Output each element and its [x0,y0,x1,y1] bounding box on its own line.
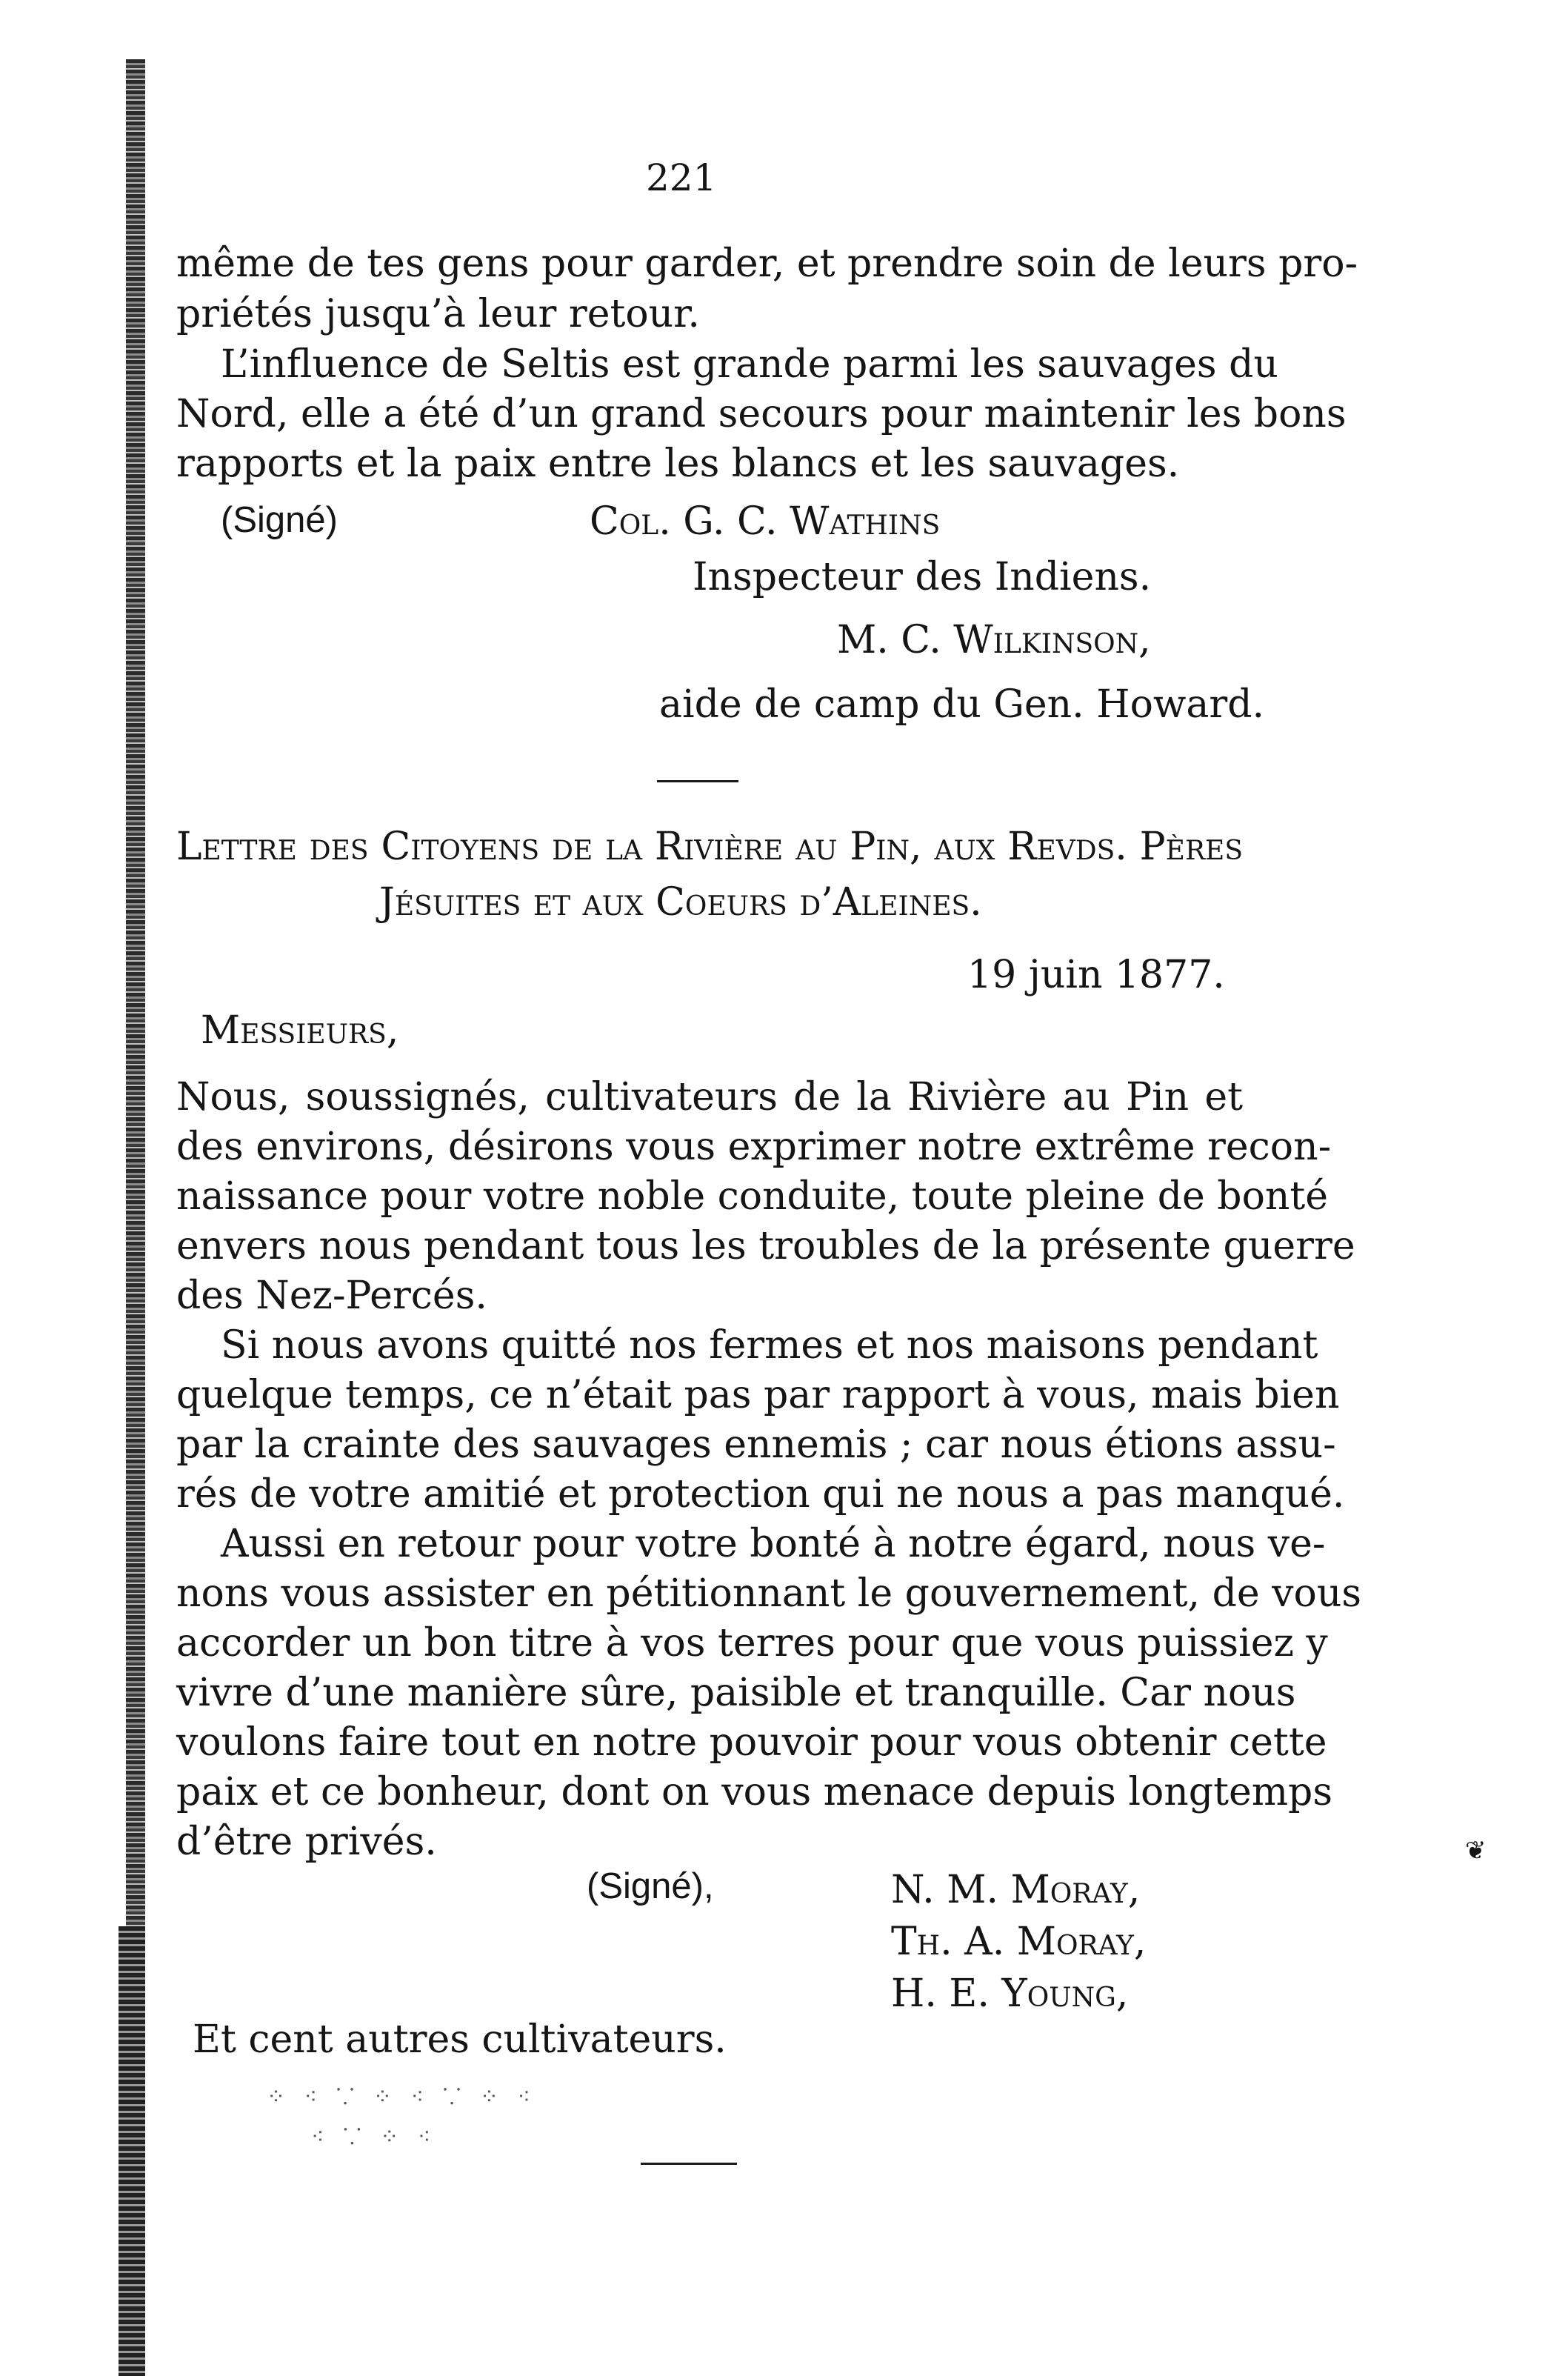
signatory-name: Th. A. Moray, [891,1920,1147,1964]
text-line: rapports et la paix entre les blancs et les sauvages. [176,442,1180,486]
salutation: Messieurs, [201,1008,399,1053]
closing-line: Et cent autres cultivateurs. [193,2017,727,2062]
text-line: vivre d’une manière sûre, paisible et tranquille. Car nous [176,1671,1296,1715]
letter-date: 19 juin 1877. [967,953,1225,997]
text-line: par la crainte des sauvages ennemis ; car nous étions assu- [176,1422,1336,1467]
signatory-name: M. C. Wilkinson, [837,618,1151,662]
letter-heading: Lettre des Citoyens de la Rivière au Pin, aux Revds. Pères [176,825,1243,869]
text-line: Nous, soussignés, cultivateurs de la Rivière au Pin et [176,1075,1243,1119]
text-line: L’influence de Seltis est grande parmi les sauvages du [221,342,1278,387]
text-line: priétés jusqu’à leur retour. [176,292,700,336]
text-line: accorder un bon titre à vos terres pour que vous puissiez y [176,1621,1328,1665]
end-divider [641,2163,737,2165]
text-line: naissance pour votre noble conduite, toute pleine de bonté [176,1174,1329,1219]
signed-label: (Signé) [221,500,338,540]
printer-ornament-icon: ❦ [1465,1836,1487,1866]
page-number: 221 [646,156,717,199]
signed-label: (Signé), [587,1866,714,1906]
text-line: envers nous pendant tous les troubles de la présente guerre [176,1224,1355,1268]
text-line: Aussi en retour pour votre bonté à notre égard, nous ve- [221,1522,1326,1566]
text-line: d’être privés. [176,1820,437,1864]
letter-heading: Jésuites et aux Coeurs d’Aleines. [379,880,982,925]
signatory-name: H. E. Young, [891,1971,1129,2016]
text-line: quelque temps, ce n’était pas par rapport à vous, mais bien [176,1373,1340,1417]
scan-noise-decoration: ⁘ ⁖ ⸪ ⁘ ⁖ ⸪ ⁘ ⁖ [267,2084,537,2110]
signatory-name: N. M. Moray, [891,1868,1141,1912]
text-line: rés de votre amitié et protection qui ne nous a pas manqué. [176,1472,1345,1517]
text-line: paix et ce bonheur, dont on vous menace depuis longtemps [176,1770,1333,1814]
text-line: Nord, elle a été d’un grand secours pour maintenir les bons [176,392,1347,436]
text-line: des Nez-Percés. [176,1274,487,1318]
signatory-name: Col. G. C. Wathins [590,499,941,544]
text-line: voulons faire tout en notre pouvoir pour vous obtenir cette [176,1720,1327,1765]
text-line: Si nous avons quitté nos fermes et nos maisons pendant [221,1323,1318,1368]
signatory-title: aide de camp du Gen. Howard. [659,682,1265,727]
scan-noise-decoration: ⁖ ⸪ ⁘ ⁖ [311,2124,437,2150]
book-binding-edge-lower [119,1926,145,2376]
text-line: des environs, désirons vous exprimer notre extrême recon- [176,1125,1332,1169]
section-divider [657,780,738,782]
text-line: même de tes gens pour garder, et prendre soin de leurs pro- [176,242,1358,286]
signatory-title: Inspecteur des Indiens. [693,555,1152,599]
text-line: nons vous assister en pétitionnant le gouvernement, de vous [176,1571,1362,1616]
